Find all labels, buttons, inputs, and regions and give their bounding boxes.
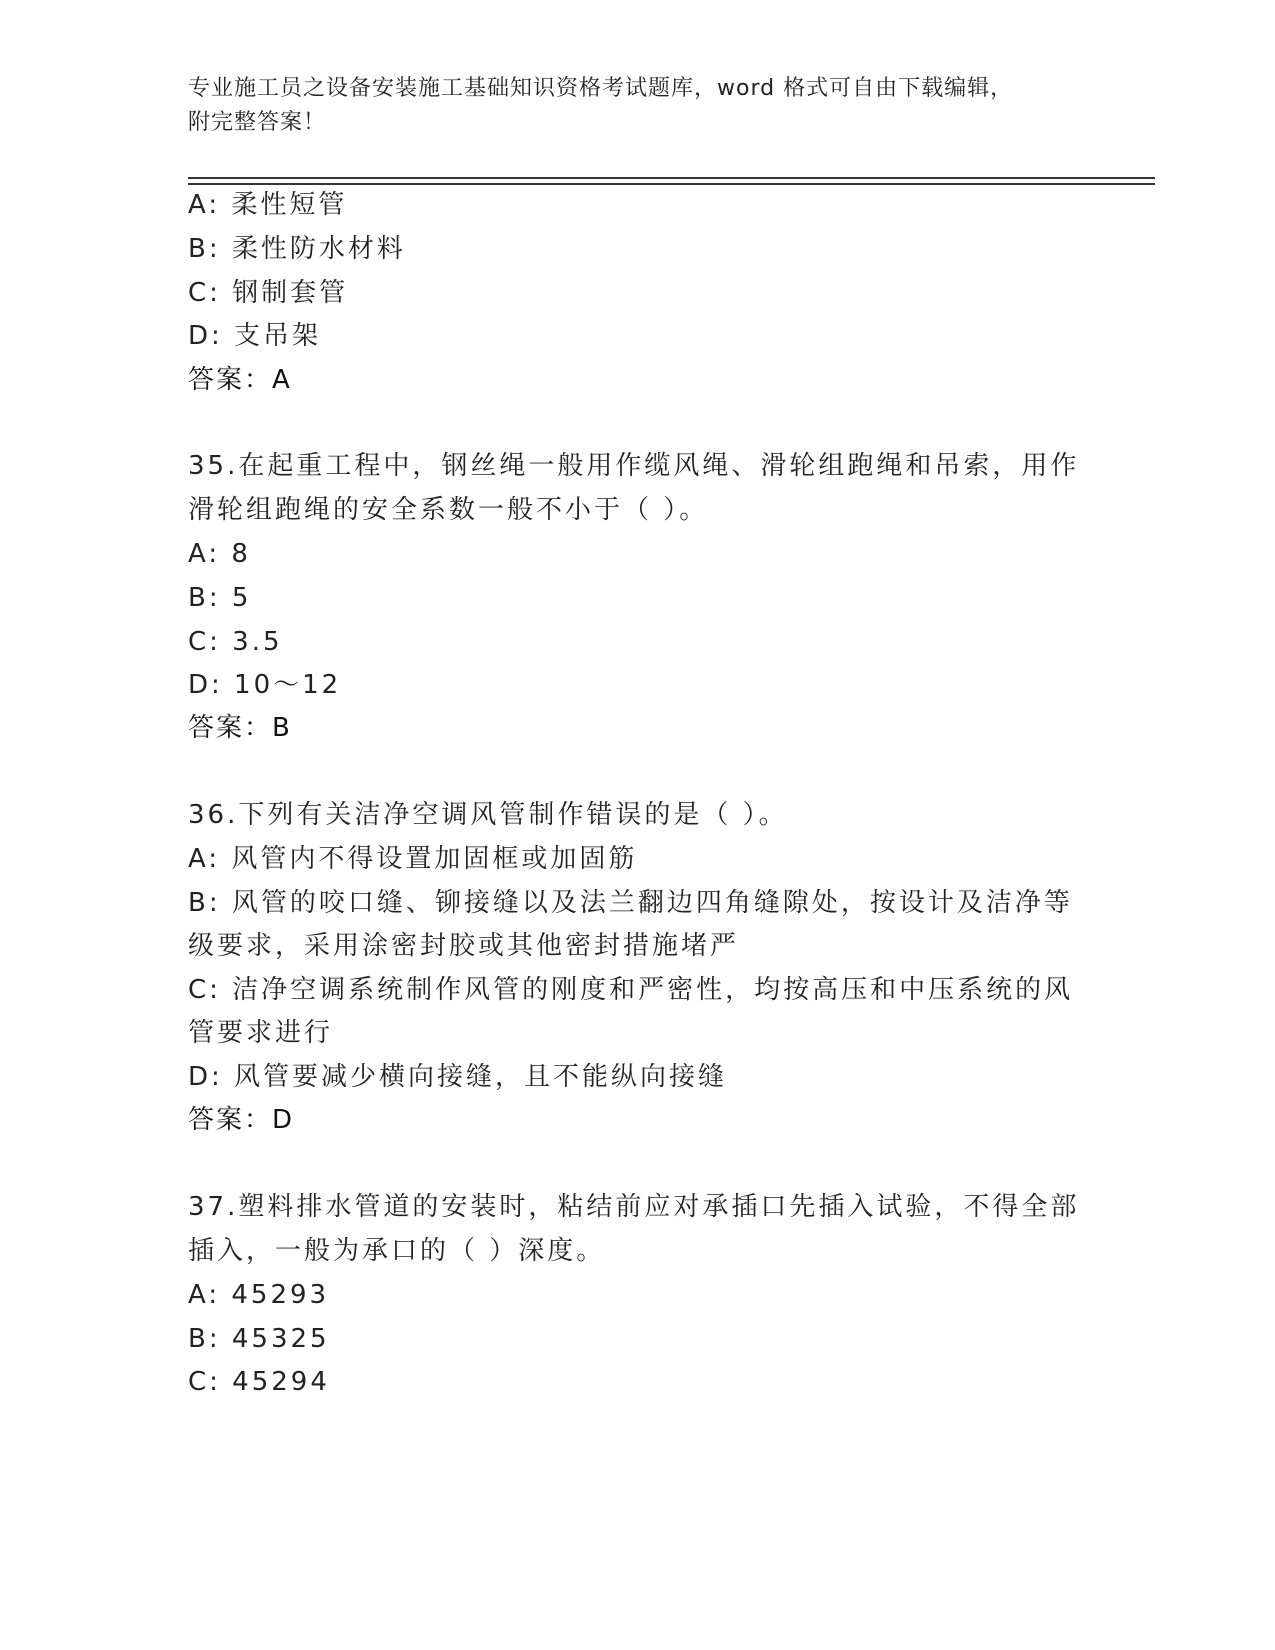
q35-stem-line1: 35.在起重工程中，钢丝绳一般用作缆风绳、滑轮组跑绳和吊索，用作 (188, 451, 1080, 481)
q35-option-d: D: 10～12 (188, 670, 342, 700)
q36-stem: 36.下列有关洁净空调风管制作错误的是（ ）。 (188, 800, 788, 830)
q36-option-b-line2: 级要求，采用涂密封胶或其他密封措施堵严 (188, 931, 740, 961)
header-title-line2: 附完整答案！ (188, 110, 327, 135)
q36-option-c-line2: 管要求进行 (188, 1018, 334, 1048)
header-divider-bottom (188, 183, 1155, 185)
q35-answer: 答案：B (188, 713, 292, 743)
q34-option-b: B: 柔性防水材料 (188, 234, 406, 264)
header-title-line1: 专业施工员之设备安装施工基础知识资格考试题库，word 格式可自由下载编辑， (188, 76, 1014, 101)
q37-option-c: C: 45294 (188, 1367, 330, 1397)
q35-option-c: C: 3.5 (188, 627, 283, 657)
header-divider-top (188, 177, 1155, 179)
q36-option-d: D: 风管要减少横向接缝，且不能纵向接缝 (188, 1062, 728, 1092)
q36-option-c-line1: C: 洁净空调系统制作风管的刚度和严密性，均按高压和中压系统的风 (188, 975, 1074, 1005)
q36-answer: 答案：D (188, 1105, 295, 1135)
q34-option-a: A: 柔性短管 (188, 190, 348, 220)
q35-option-b: B: 5 (188, 583, 252, 613)
q34-option-c: C: 钢制套管 (188, 278, 349, 308)
q34-option-d: D: 支吊架 (188, 321, 322, 351)
q35-option-a: A: 8 (188, 539, 251, 569)
q37-stem-line1: 37.塑料排水管道的安装时，粘结前应对承插口先插入试验，不得全部 (188, 1192, 1080, 1222)
q36-option-b-line1: B: 风管的咬口缝、铆接缝以及法兰翻边四角缝隙处，按设计及洁净等 (188, 888, 1073, 918)
q35-stem-line2: 滑轮组跑绳的安全系数一般不小于（ ）。 (188, 495, 709, 525)
q37-option-b: B: 45325 (188, 1324, 330, 1354)
q37-stem-line2: 插入，一般为承口的（ ）深度。 (188, 1236, 606, 1266)
q36-option-a: A: 风管内不得设置加固框或加固筋 (188, 844, 638, 874)
q34-answer: 答案：A (188, 365, 292, 395)
q37-option-a: A: 45293 (188, 1280, 330, 1310)
document-header (188, 72, 1088, 140)
